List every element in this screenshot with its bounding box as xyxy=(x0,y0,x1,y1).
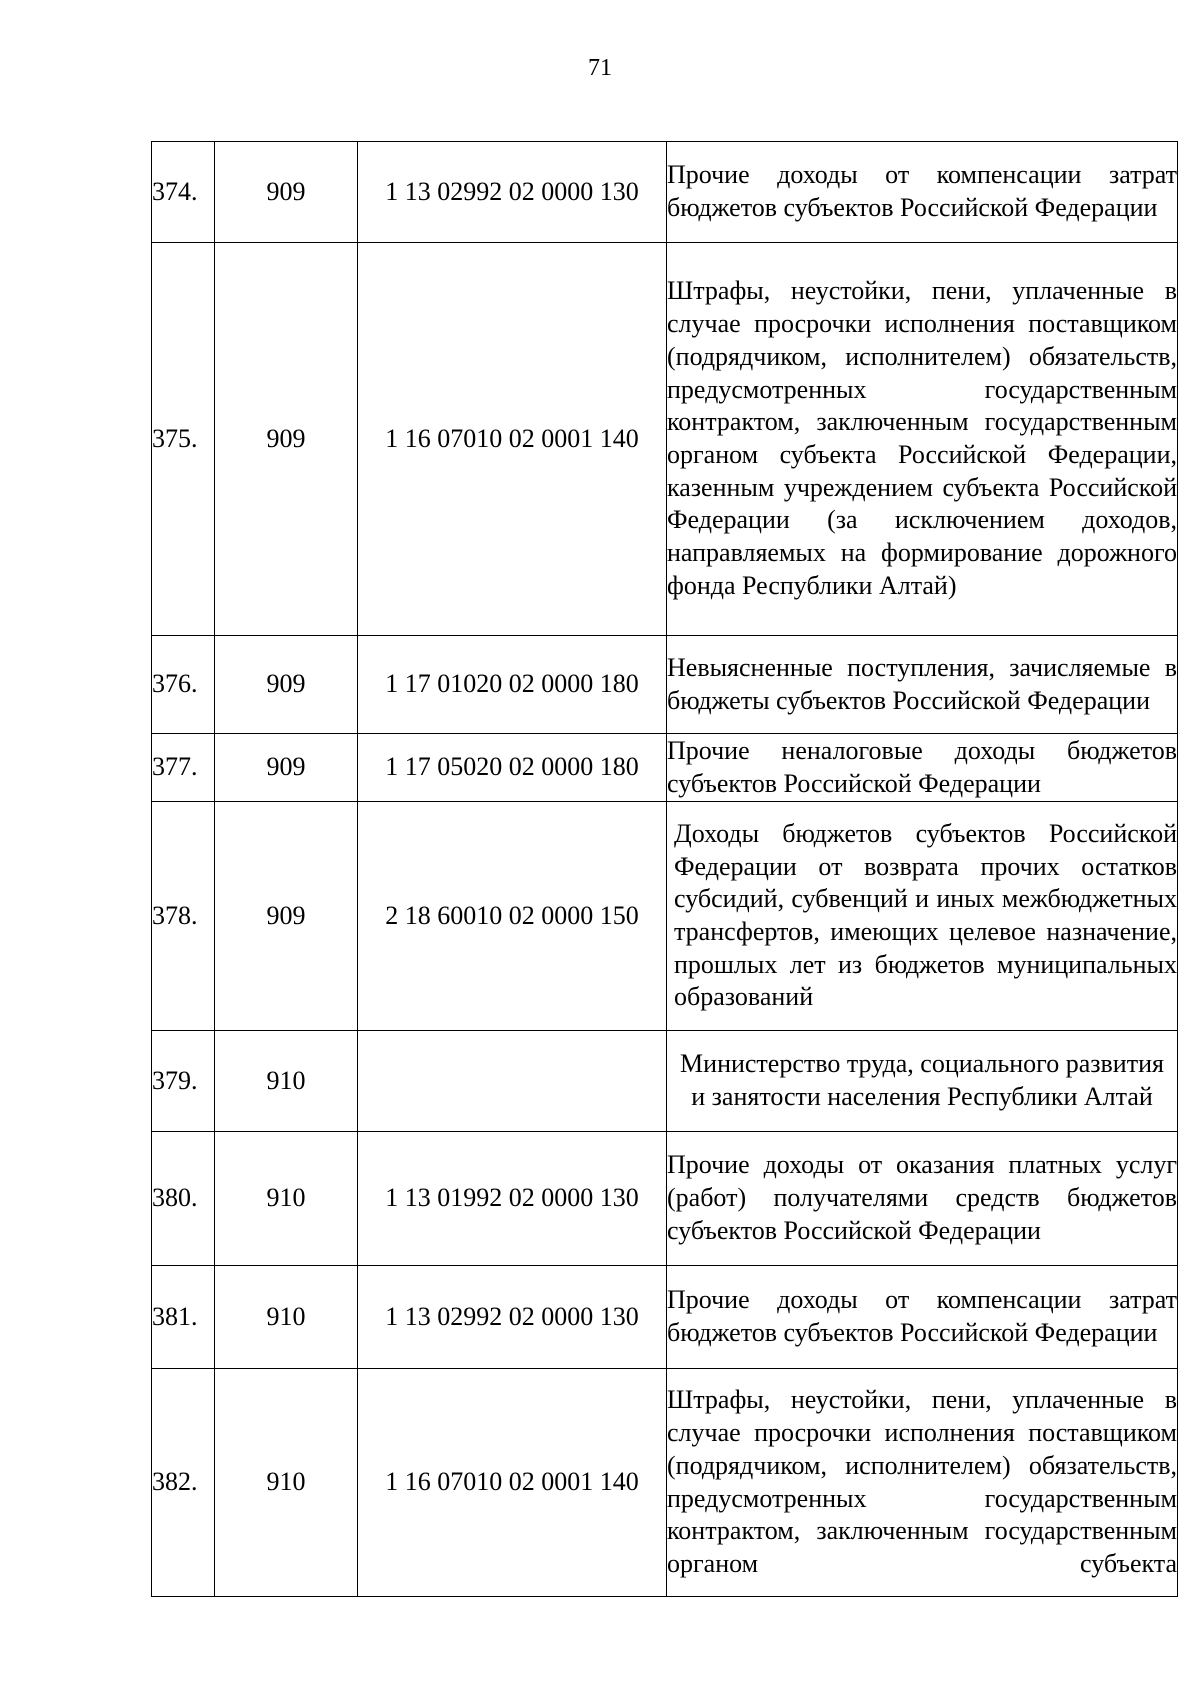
row-number: 382. xyxy=(152,1369,215,1597)
admin-code: 910 xyxy=(215,1369,358,1597)
revenue-name: Прочие доходы от оказания платных услуг (работ) получателями средств бюджетов субъектов Российской Федерации xyxy=(667,1132,1178,1266)
table-row xyxy=(152,1266,1178,1369)
budget-classification-code: 1 16 07010 02 0001 140 xyxy=(358,243,667,636)
admin-code: 909 xyxy=(215,142,358,243)
row-number: 375. xyxy=(152,243,215,636)
admin-code: 909 xyxy=(215,734,358,802)
table-row xyxy=(152,243,1178,636)
row-number: 374. xyxy=(152,142,215,243)
budget-classification-code: 1 17 01020 02 0000 180 xyxy=(358,636,667,734)
admin-code: 910 xyxy=(215,1031,358,1132)
row-number: 379. xyxy=(152,1031,215,1132)
revenue-name: Прочие доходы от компенсации затрат бюджетов субъектов Российской Федерации xyxy=(667,1266,1178,1369)
budget-classification-code xyxy=(358,1031,667,1132)
revenue-name: Невыясненные поступления, зачисляемые в бюджеты субъектов Российской Федерации xyxy=(667,636,1178,734)
revenue-name: Штрафы, неустойки, пени, уплаченные в случае просрочки исполнения поставщиком (подрядчиком, исполнителем) обязательств, предусмотренных государственным контрактом, заключенным государственным органом субъекта Российской Федерации, казенным учреждением субъекта Российской Федерации (за исключением доходов, направляемых на формирование дорожного фонда Республики Алтай) xyxy=(667,243,1178,636)
table-row xyxy=(152,1031,1178,1132)
ministry-name: Министерство труда, социального развития и занятости населения Республики Алтай xyxy=(667,1031,1178,1132)
admin-code: 909 xyxy=(215,636,358,734)
revenue-name: Доходы бюджетов субъектов Российской Федерации от возврата прочих остатков субсидий, субвенций и иных межбюджетных трансфертов, имеющих целевое назначение, прошлых лет из бюджетов муниципальных образований xyxy=(667,802,1178,1031)
row-number: 381. xyxy=(152,1266,215,1369)
budget-classification-code: 1 13 02992 02 0000 130 xyxy=(358,142,667,243)
admin-code: 909 xyxy=(215,243,358,636)
revenue-name: Прочие доходы от компенсации затрат бюджетов субъектов Российской Федерации xyxy=(667,142,1178,243)
row-number: 380. xyxy=(152,1132,215,1266)
table-row xyxy=(152,142,1178,243)
budget-classification-code: 1 13 01992 02 0000 130 xyxy=(358,1132,667,1266)
page-number: 71 xyxy=(588,55,612,81)
revenue-name: Штрафы, неустойки, пени, уплаченные в случае просрочки исполнения поставщиком (подрядчиком, исполнителем) обязательств, предусмотренных государственным контрактом, заключенным государственным органом субъекта xyxy=(667,1369,1178,1597)
budget-classification-code: 1 17 05020 02 0000 180 xyxy=(358,734,667,802)
admin-code: 910 xyxy=(215,1132,358,1266)
admin-code: 909 xyxy=(215,802,358,1031)
table-row xyxy=(152,1369,1178,1597)
revenue-name: Прочие неналоговые доходы бюджетов субъектов Российской Федерации xyxy=(667,734,1178,802)
row-number: 378. xyxy=(152,802,215,1031)
revenue-codes-table xyxy=(151,141,1178,1597)
table-row xyxy=(152,636,1178,734)
table-row xyxy=(152,734,1178,802)
budget-classification-code: 1 13 02992 02 0000 130 xyxy=(358,1266,667,1369)
row-number: 376. xyxy=(152,636,215,734)
budget-classification-code: 2 18 60010 02 0000 150 xyxy=(358,802,667,1031)
table-row xyxy=(152,802,1178,1031)
admin-code: 910 xyxy=(215,1266,358,1369)
table-row xyxy=(152,1132,1178,1266)
budget-classification-code: 1 16 07010 02 0001 140 xyxy=(358,1369,667,1597)
row-number: 377. xyxy=(152,734,215,802)
